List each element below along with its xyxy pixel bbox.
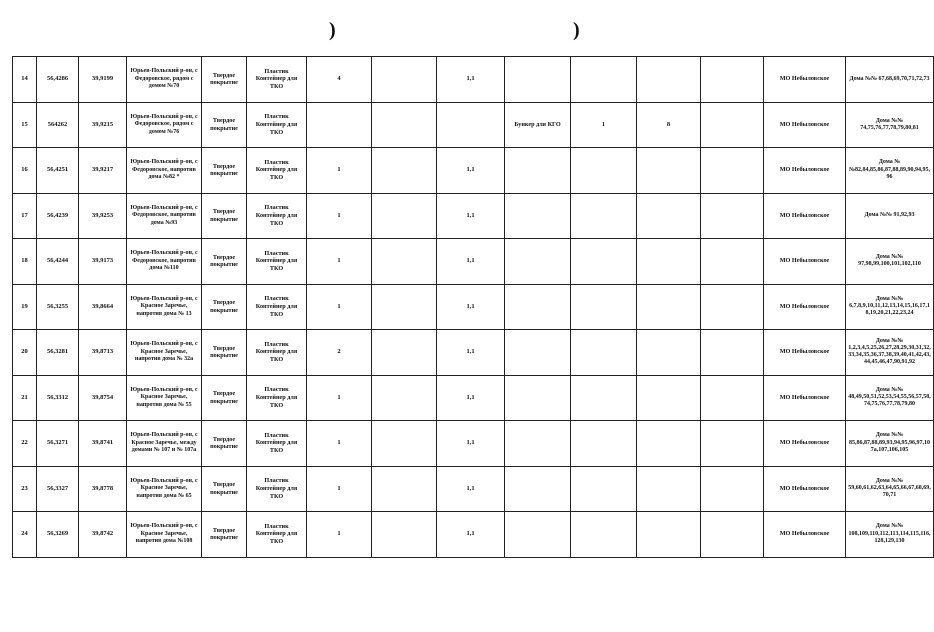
bunker-count-cell <box>571 148 637 194</box>
served-houses-cell: Дома №№ 6,7,8,9,10,11,12,13,14,15,16,17,18,19,20,21,22,23,24 <box>846 284 934 330</box>
table-row <box>13 421 934 467</box>
container-count-cell: 1 <box>307 466 372 512</box>
empty-cell-cell <box>372 148 437 194</box>
empty-cell-cell <box>701 239 764 285</box>
owner-cell: МО Небыловское <box>764 466 846 512</box>
longitude-cell: 39,9253 <box>79 193 127 239</box>
container-type-cell: Пластик Контейнер для ТКО <box>247 102 307 148</box>
served-houses-cell: Дома №№ 97,98,99,100,101,102,110 <box>846 239 934 285</box>
container-volume-cell: 1,1 <box>437 239 505 285</box>
served-houses-cell: Дома №№ 91,92,93 <box>846 193 934 239</box>
surface-type-cell: Твердое покрытие <box>202 239 247 285</box>
longitude-cell: 39,8778 <box>79 466 127 512</box>
owner-cell: МО Небыловское <box>764 512 846 558</box>
container-type-cell: Пластик Контейнер для ТКО <box>247 193 307 239</box>
container-count-cell: 1 <box>307 284 372 330</box>
container-count-cell: 1 <box>307 421 372 467</box>
empty-cell-cell <box>701 421 764 467</box>
row-number-cell: 17 <box>13 193 37 239</box>
bunker-type-cell <box>505 284 571 330</box>
container-count-cell: 1 <box>307 193 372 239</box>
longitude-cell: 39,9215 <box>79 102 127 148</box>
container-count-cell: 1 <box>307 512 372 558</box>
bunker-type-cell <box>505 330 571 376</box>
table-body <box>13 57 934 558</box>
empty-cell-cell <box>701 102 764 148</box>
owner-cell: МО Небыловское <box>764 102 846 148</box>
row-number-cell: 19 <box>13 284 37 330</box>
surface-type-cell: Твердое покрытие <box>202 193 247 239</box>
longitude-cell: 39,9173 <box>79 239 127 285</box>
bunker-volume-cell <box>637 284 701 330</box>
served-houses-cell: Дома №№ 108,109,110,112,113,114,115,116,128,129,130 <box>846 512 934 558</box>
empty-cell-cell <box>701 466 764 512</box>
latitude-cell: 56,3271 <box>37 421 79 467</box>
table-row <box>13 284 934 330</box>
empty-cell-cell <box>701 57 764 103</box>
container-volume-cell: 1,1 <box>437 57 505 103</box>
empty-cell-cell <box>701 148 764 194</box>
empty-cell-cell <box>372 57 437 103</box>
longitude-cell: 39,9199 <box>79 57 127 103</box>
container-volume-cell: 1,1 <box>437 512 505 558</box>
empty-cell-cell <box>372 193 437 239</box>
empty-cell-cell <box>701 512 764 558</box>
bunker-volume-cell <box>637 57 701 103</box>
address-cell: Юрьев-Польский р-он, с Красное Заречье, напротив дома № 65 <box>127 466 202 512</box>
row-number-cell: 16 <box>13 148 37 194</box>
surface-type-cell: Твердое покрытие <box>202 148 247 194</box>
longitude-cell: 39,8713 <box>79 330 127 376</box>
container-type-cell: Пластик Контейнер для ТКО <box>247 330 307 376</box>
table-row <box>13 102 934 148</box>
row-number-cell: 20 <box>13 330 37 376</box>
bunker-volume-cell: 8 <box>637 102 701 148</box>
table-row <box>13 375 934 421</box>
latitude-cell: 564262 <box>37 102 79 148</box>
owner-cell: МО Небыловское <box>764 375 846 421</box>
longitude-cell: 39,8741 <box>79 421 127 467</box>
surface-type-cell: Твердое покрытие <box>202 375 247 421</box>
bunker-type-cell <box>505 466 571 512</box>
latitude-cell: 56,4244 <box>37 239 79 285</box>
bunker-count-cell <box>571 466 637 512</box>
longitude-cell: 39,8664 <box>79 284 127 330</box>
row-number-cell: 23 <box>13 466 37 512</box>
header-mark-right: ) <box>573 19 580 41</box>
bunker-count-cell <box>571 239 637 285</box>
empty-cell-cell <box>372 102 437 148</box>
table-row <box>13 466 934 512</box>
served-houses-cell: Дома №№ 67,68,69,70,71,72,73 <box>846 57 934 103</box>
longitude-cell: 39,8754 <box>79 375 127 421</box>
empty-cell-cell <box>372 330 437 376</box>
bunker-count-cell: 1 <box>571 102 637 148</box>
container-sites-table <box>12 56 934 558</box>
empty-cell-cell <box>701 330 764 376</box>
served-houses-cell: Дома №№82,84,85,86,87,88,89,90,94,95,96 <box>846 148 934 194</box>
surface-type-cell: Твердое покрытие <box>202 330 247 376</box>
owner-cell: МО Небыловское <box>764 284 846 330</box>
address-cell: Юрьев-Польский р-он, с Федоровское, напротив дома №82 * <box>127 148 202 194</box>
latitude-cell: 56,3281 <box>37 330 79 376</box>
bunker-type-cell: Бункер для КГО <box>505 102 571 148</box>
bunker-type-cell <box>505 421 571 467</box>
container-volume-cell: 1,1 <box>437 421 505 467</box>
bunker-type-cell <box>505 193 571 239</box>
row-number-cell: 22 <box>13 421 37 467</box>
bunker-count-cell <box>571 284 637 330</box>
container-count-cell: 1 <box>307 239 372 285</box>
address-cell: Юрьев-Польский р-он, с Красное Заречье, напротив дома № 55 <box>127 375 202 421</box>
address-cell: Юрьев-Польский р-он, с Федоровское, рядом с домом №76 <box>127 102 202 148</box>
bunker-volume-cell <box>637 375 701 421</box>
bunker-volume-cell <box>637 148 701 194</box>
bunker-volume-cell <box>637 421 701 467</box>
empty-cell-cell <box>372 512 437 558</box>
container-count-cell <box>307 102 372 148</box>
address-cell: Юрьев-Польский р-он, с Федоровское, рядом с домом №70 <box>127 57 202 103</box>
owner-cell: МО Небыловское <box>764 193 846 239</box>
bunker-type-cell <box>505 239 571 285</box>
served-houses-cell: Дома №№ 85,86,87,88,89,93,94,95,96,97,107а,107,106,105 <box>846 421 934 467</box>
container-type-cell: Пластик Контейнер для ТКО <box>247 57 307 103</box>
served-houses-cell: Дома №№ 1,2,3,4,5,25,26,27,28,29,30,31,32,33,34,35,36,37,38,39,40,41,42,43,44,45,46,47,90,91,92 <box>846 330 934 376</box>
container-count-cell: 2 <box>307 330 372 376</box>
address-cell: Юрьев-Польский р-он, с Красное Заречье, напротив дома №108 <box>127 512 202 558</box>
owner-cell: МО Небыловское <box>764 148 846 194</box>
table-row <box>13 512 934 558</box>
surface-type-cell: Твердое покрытие <box>202 421 247 467</box>
table-row <box>13 239 934 285</box>
row-number-cell: 18 <box>13 239 37 285</box>
served-houses-cell: Дома №№ 74,75,76,77,78,79,80,81 <box>846 102 934 148</box>
bunker-count-cell <box>571 512 637 558</box>
container-volume-cell: 1,1 <box>437 148 505 194</box>
container-count-cell: 4 <box>307 57 372 103</box>
owner-cell: МО Небыловское <box>764 330 846 376</box>
bunker-volume-cell <box>637 239 701 285</box>
bunker-volume-cell <box>637 512 701 558</box>
container-type-cell: Пластик Контейнер для ТКО <box>247 421 307 467</box>
address-cell: Юрьев-Польский р-он, с Красное Заречье, напротив дома № 32а <box>127 330 202 376</box>
bunker-count-cell <box>571 330 637 376</box>
bunker-count-cell <box>571 193 637 239</box>
row-number-cell: 24 <box>13 512 37 558</box>
table-row <box>13 148 934 194</box>
container-count-cell: 1 <box>307 148 372 194</box>
bunker-count-cell <box>571 421 637 467</box>
container-volume-cell: 1,1 <box>437 375 505 421</box>
latitude-cell: 56,3312 <box>37 375 79 421</box>
bunker-volume-cell <box>637 193 701 239</box>
container-count-cell: 1 <box>307 375 372 421</box>
empty-cell-cell <box>701 375 764 421</box>
address-cell: Юрьев-Польский р-он, с Федоровское, напротив дома №93 <box>127 193 202 239</box>
empty-cell-cell <box>372 239 437 285</box>
latitude-cell: 56,4251 <box>37 148 79 194</box>
container-type-cell: Пластик Контейнер для ТКО <box>247 239 307 285</box>
longitude-cell: 39,9217 <box>79 148 127 194</box>
container-type-cell: Пластик Контейнер для ТКО <box>247 466 307 512</box>
longitude-cell: 39,8742 <box>79 512 127 558</box>
row-number-cell: 15 <box>13 102 37 148</box>
latitude-cell: 56,3327 <box>37 466 79 512</box>
served-houses-cell: Дома №№ 59,60,61,62,63,64,65,66,67,68,69,70,71 <box>846 466 934 512</box>
row-number-cell: 21 <box>13 375 37 421</box>
bunker-type-cell <box>505 375 571 421</box>
surface-type-cell: Твердое покрытие <box>202 102 247 148</box>
table-row <box>13 330 934 376</box>
empty-cell-cell <box>701 193 764 239</box>
empty-cell-cell <box>372 466 437 512</box>
latitude-cell: 56,4286 <box>37 57 79 103</box>
bunker-type-cell <box>505 512 571 558</box>
address-cell: Юрьев-Польский р-он, с Красное Заречье, между домами № 107 и № 107а <box>127 421 202 467</box>
container-volume-cell: 1,1 <box>437 330 505 376</box>
container-type-cell: Пластик Контейнер для ТКО <box>247 375 307 421</box>
table-row <box>13 57 934 103</box>
owner-cell: МО Небыловское <box>764 421 846 467</box>
container-volume-cell <box>437 102 505 148</box>
address-cell: Юрьев-Польский р-он, с Красное Заречье, напротив дома № 13 <box>127 284 202 330</box>
empty-cell-cell <box>372 284 437 330</box>
latitude-cell: 56,4239 <box>37 193 79 239</box>
served-houses-cell: Дома №№ 48,49,50,51,52,53,54,55,56,57,58,74,75,76,77,78,79,80 <box>846 375 934 421</box>
bunker-type-cell <box>505 57 571 103</box>
owner-cell: МО Небыловское <box>764 57 846 103</box>
bunker-volume-cell <box>637 466 701 512</box>
surface-type-cell: Твердое покрытие <box>202 466 247 512</box>
address-cell: Юрьев-Польский р-он, с Федоровское, напротив дома №110 <box>127 239 202 285</box>
bunker-count-cell <box>571 375 637 421</box>
header-mark-left: ) <box>329 19 336 41</box>
owner-cell: МО Небыловское <box>764 239 846 285</box>
container-type-cell: Пластик Контейнер для ТКО <box>247 512 307 558</box>
latitude-cell: 56,3255 <box>37 284 79 330</box>
bunker-type-cell <box>505 148 571 194</box>
container-volume-cell: 1,1 <box>437 466 505 512</box>
bunker-count-cell <box>571 57 637 103</box>
container-volume-cell: 1,1 <box>437 284 505 330</box>
surface-type-cell: Твердое покрытие <box>202 284 247 330</box>
row-number-cell: 14 <box>13 57 37 103</box>
latitude-cell: 56,3269 <box>37 512 79 558</box>
container-type-cell: Пластик Контейнер для ТКО <box>247 148 307 194</box>
empty-cell-cell <box>701 284 764 330</box>
table-row <box>13 193 934 239</box>
empty-cell-cell <box>372 375 437 421</box>
surface-type-cell: Твердое покрытие <box>202 512 247 558</box>
container-volume-cell: 1,1 <box>437 193 505 239</box>
container-type-cell: Пластик Контейнер для ТКО <box>247 284 307 330</box>
surface-type-cell: Твердое покрытие <box>202 57 247 103</box>
bunker-volume-cell <box>637 330 701 376</box>
empty-cell-cell <box>372 421 437 467</box>
